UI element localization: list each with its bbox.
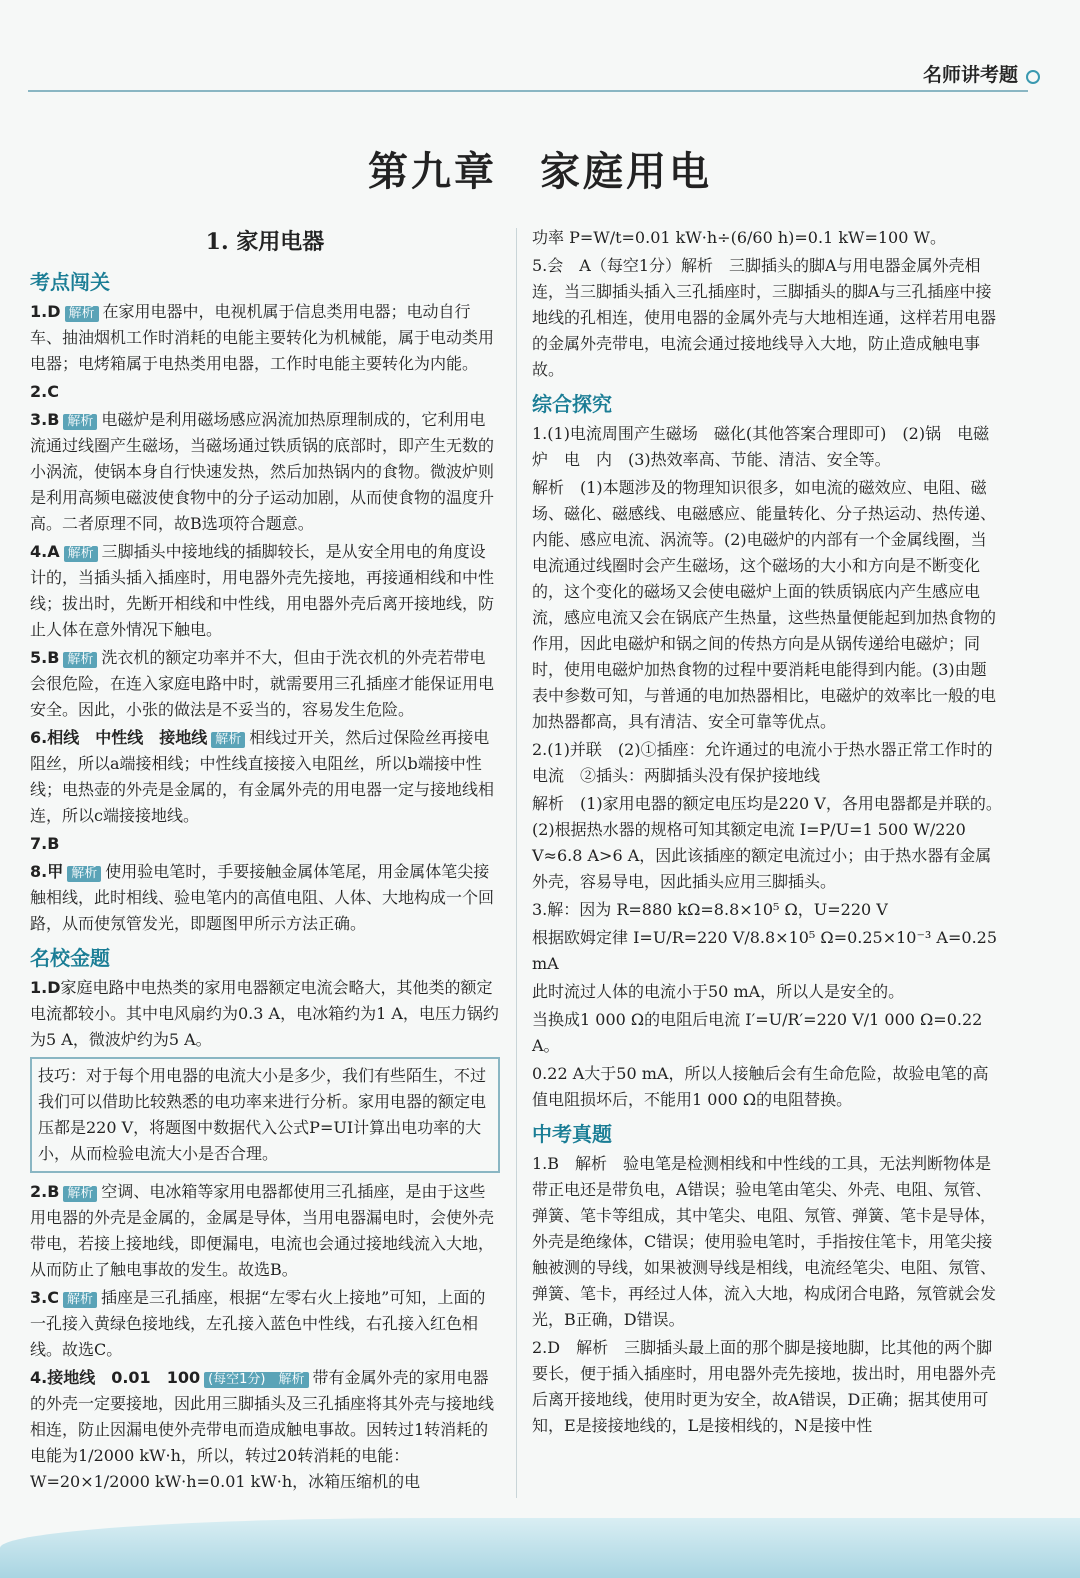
answer-item <box>30 975 500 1053</box>
answer-item <box>30 645 500 723</box>
answer-text: 带有金属外壳的家用电器的外壳一定要接地，因此用三脚插头及三孔插座将其外壳与接地线相连，防止因漏电使外壳带电而造成触电事故。因转过1转消耗的电能为1/2000 kW·h，所以，转过20转消耗的电能：W=20×1/2000 kW·h=0.01 kW·h，冰箱压缩机的电 <box>30 1368 495 1491</box>
answer-text: 相线过开关，然后过保险丝再接电阻丝，所以a端接相线；中性线直接接入电阻丝，所以b端接中性线；电热壶的外壳是金属的，有金属外壳的用电器一定与接地线相连，所以c端接接地线。 <box>30 728 495 825</box>
answer-number: 4.A <box>30 542 60 561</box>
answer-number: 2.C <box>30 382 59 401</box>
answer-text: 电磁炉是利用磁场感应涡流加热原理制成的，它利用电流通过线圈产生磁场，当磁场通过铁质锅的底部时，即产生无数的小涡流，使锅本身自行快速发热，然后加热锅内的食物。微波炉则是利用高频电磁波使食物中的分子运动加剧，从而使食物的温度升高。二者原理不同，故B选项符合题意。 <box>30 410 495 533</box>
answer-item <box>30 407 500 537</box>
answer-item <box>30 859 500 937</box>
left-column <box>30 225 500 1497</box>
answer-number: 5.B <box>30 648 60 667</box>
answer-text: 使用验电笔时，手要接触金属体笔尾，用金属体笔尖接触相线，此时相线、验电笔内的高值电阻、人体、大地构成一个回路，从而使氖管发光，即题图甲所示方法正确。 <box>30 862 495 933</box>
heading-zhongkao: 中考真题 <box>532 1122 612 1146</box>
answer-number: 3.C <box>30 1288 59 1307</box>
heading-kaodian: 考点闯关 <box>30 270 110 294</box>
answer-line: 1.B 解析 验电笔是检测相线和中性线的工具，无法判断物体是带正电还是带负电，A错误；验电笔由笔尖、外壳、电阻、氖管、弹簧、笔卡等组成，其中笔尖、电阻、氖管、弹簧、笔卡是导体，外壳是绝缘体，C错误；使用验电笔时，手指按住笔卡，用笔尖接触被测的导线，如果被测导线是相线，电流经笔尖、电阻、氖管、弹簧、笔卡，再经过人体，流入大地，构成闭合电路，氖管就会发光，B正确，D错误。 <box>532 1154 997 1329</box>
mingxiao-items <box>30 975 500 1495</box>
answer-number: 3.B <box>30 410 60 429</box>
right-items-1 <box>532 225 1002 383</box>
analysis-tag: 解析 <box>63 652 97 668</box>
answer-item <box>30 831 500 857</box>
zonghe-items <box>532 421 1002 1113</box>
right-column <box>532 225 1002 1441</box>
analysis-tag: (每空1分) 解析 <box>204 1372 308 1388</box>
kaodian-items <box>30 299 500 937</box>
answer-text: 三脚插头中接地线的插脚较长，是从安全用电的角度设计的，当插头插入插座时，用电器外壳先接地，再接通相线和中性线；拔出时，先断开相线和中性线，用电器外壳后离开接地线，防止人体在意外情况下触电。 <box>30 542 495 639</box>
answer-text: 空调、电冰箱等家用电器都使用三孔插座，是由于这些用电器的外壳是金属的，金属是导体，当用电器漏电时，会使外壳带电，若接上接地线，即便漏电，电流也会通过接地线流入大地，从而防止了触电事故的发生。故选B。 <box>30 1182 495 1279</box>
analysis-tag: 解析 <box>65 306 99 322</box>
heading-zonghe: 综合探究 <box>532 392 612 416</box>
answer-line: 2.D 解析 三脚插头最上面的那个脚是接地脚，比其他的两个脚要长，便于插入插座时，用电器外壳先接地，拔出时，用电器外壳后离开接地线，使用时更为安全，故A错误，D正确；据其使用可知，E是接接地线的，L是接相线的，N是接中性 <box>532 1338 997 1435</box>
answer-item <box>30 1285 500 1363</box>
answer-line: 根据欧姆定律 I=U/R=220 V/8.8×10⁵ Ω=0.25×10⁻³ A=0.25 mA <box>532 928 998 973</box>
column-divider <box>516 228 517 1498</box>
header-dot-icon <box>1026 70 1040 84</box>
answer-line: 1.(1)电流周围产生磁场 磁化(其他答案合理即可) (2)锅 电磁炉 电 内 (3)热效率高、节能、清洁、安全等。 <box>532 424 990 469</box>
answer-item <box>30 299 500 377</box>
analysis-tag: 解析 <box>67 866 101 882</box>
analysis-tag: 解析 <box>63 1292 97 1308</box>
analysis-tag: 解析 <box>63 1186 97 1202</box>
header-label: 名师讲考题 <box>922 64 1018 86</box>
analysis-tag: 解析 <box>63 414 97 430</box>
chapter-title: 第九章 家庭用电 <box>368 148 712 195</box>
header-rule <box>28 68 1028 92</box>
answer-item <box>30 1365 500 1495</box>
answer-line: 此时流过人体的电流小于50 mA，所以人是安全的。 <box>532 982 905 1001</box>
answer-line: 3.解：因为 R=880 kΩ=8.8×10⁵ Ω，U=220 V <box>532 900 888 919</box>
answer-item <box>30 539 500 643</box>
heading-mingxiao: 名校金题 <box>30 946 110 970</box>
answer-item <box>30 379 500 405</box>
answer-number: 4.接地线 0.01 100 <box>30 1368 201 1387</box>
answer-text: 家庭电路中电热类的家用电器额定电流会略大，其他类的额定电流都较小。其中电风扇约为0.3 A，电冰箱约为1 A，电压力锅约为5 A，微波炉约为5 A。 <box>30 978 499 1049</box>
answer-item <box>30 725 500 829</box>
section-title: 1. 家用电器 <box>205 229 325 255</box>
answer-number: 1.D <box>30 978 61 997</box>
tip-box: 技巧：对于每个用电器的电流大小是多少，我们有些陌生，不过我们可以借助比较熟悉的电功率来进行分析。家用电器的额定电压都是220 V，将题图中数据代入公式P=UI计算出电功率的大小，从而检验电流大小是否合理。 <box>30 1057 500 1173</box>
answer-number: 7.B <box>30 834 60 853</box>
answer-line: 功率 P=W/t=0.01 kW·h÷(6/60 h)=0.1 kW=100 W。 <box>532 228 946 247</box>
analysis-tag: 解析 <box>64 546 98 562</box>
answer-line: 解析 (1)本题涉及的物理知识很多，如电流的磁效应、电阻、磁场、磁化、磁感线、电磁感应、能量转化、分子热运动、热传递、内能、感应电流、涡流等。(2)电磁炉的内部有一个金属线圈，当电流通过线圈时会产生磁场，这个磁场的大小和方向是不断变化的，这个变化的磁场又会使电磁炉上面的铁质锅底内产生感应电流，感应电流又会在锅底产生热量，这些热量便能起到加热食物的作用，因此电磁炉和锅之间的传热方向是从锅传递给电磁炉；同时，使用电磁炉加热食物的过程中要消耗电能得到内能。(3)由题表中参数可知，与普通的电加热器相比，电磁炉的效率比一般的电加热器都高，具有清洁、安全可靠等优点。 <box>532 478 997 731</box>
answer-text: 插座是三孔插座，根据“左零右火上接地”可知，上面的一孔接入黄绿色接地线，左孔接入蓝色中性线，右孔接入红色相线。故选C。 <box>30 1288 486 1359</box>
answer-line: 5.会 A（每空1分）解析 三脚插头的脚A与用电器金属外壳相连，当三脚插头插入三孔插座时，三脚插头的脚A与三孔插座中接地线的孔相连，使用电器的金属外壳与大地相连通，这样若用电器的金属外壳带电，电流会通过接地线导入大地，防止造成触电事故。 <box>532 256 997 379</box>
answer-number: 6.相线 中性线 接地线 <box>30 728 208 747</box>
footer-wave <box>0 1518 1080 1578</box>
answer-number: 1.D <box>30 302 61 321</box>
answer-line: 0.22 A大于50 mA，所以人接触后会有生命危险，故验电笔的高值电阻损坏后，不能用1 000 Ω的电阻替换。 <box>532 1064 989 1109</box>
answer-item <box>30 1179 500 1283</box>
answer-number: 2.B <box>30 1182 60 1201</box>
zhongkao-items <box>532 1151 1002 1439</box>
answer-text: 洗衣机的额定功率并不大，但由于洗衣机的外壳若带电会很危险，在连入家庭电路中时，就需要用三孔插座才能保证用电安全。因此，小张的做法是不妥当的，容易发生危险。 <box>30 648 495 719</box>
answer-number: 8.甲 <box>30 862 64 881</box>
analysis-tag: 解析 <box>211 732 245 748</box>
answer-line: 2.(1)并联 (2)①插座：允许通过的电流小于热水器正常工作时的电流 ②插头：两脚插头没有保护接地线 <box>532 740 993 785</box>
answer-line: 当换成1 000 Ω的电阻后电流 I′=U/R′=220 V/1 000 Ω=0.22 A。 <box>532 1010 983 1055</box>
answer-text: 在家用电器中，电视机属于信息类用电器；电动自行车、抽油烟机工作时消耗的电能主要转化为机械能，属于电动类用电器；电烤箱属于电热类用电器，工作时电能主要转化为内能。 <box>30 302 495 373</box>
answer-line: 解析 (1)家用电器的额定电压均是220 V，各用电器都是并联的。(2)根据热水器的规格可知其额定电流 I=P/U=1 500 W/220 V≈6.8 A>6 A，因此该插座的额定电流过小；由于热水器有金属外壳，容易导电，因此插头应用三脚插头。 <box>532 794 1002 891</box>
